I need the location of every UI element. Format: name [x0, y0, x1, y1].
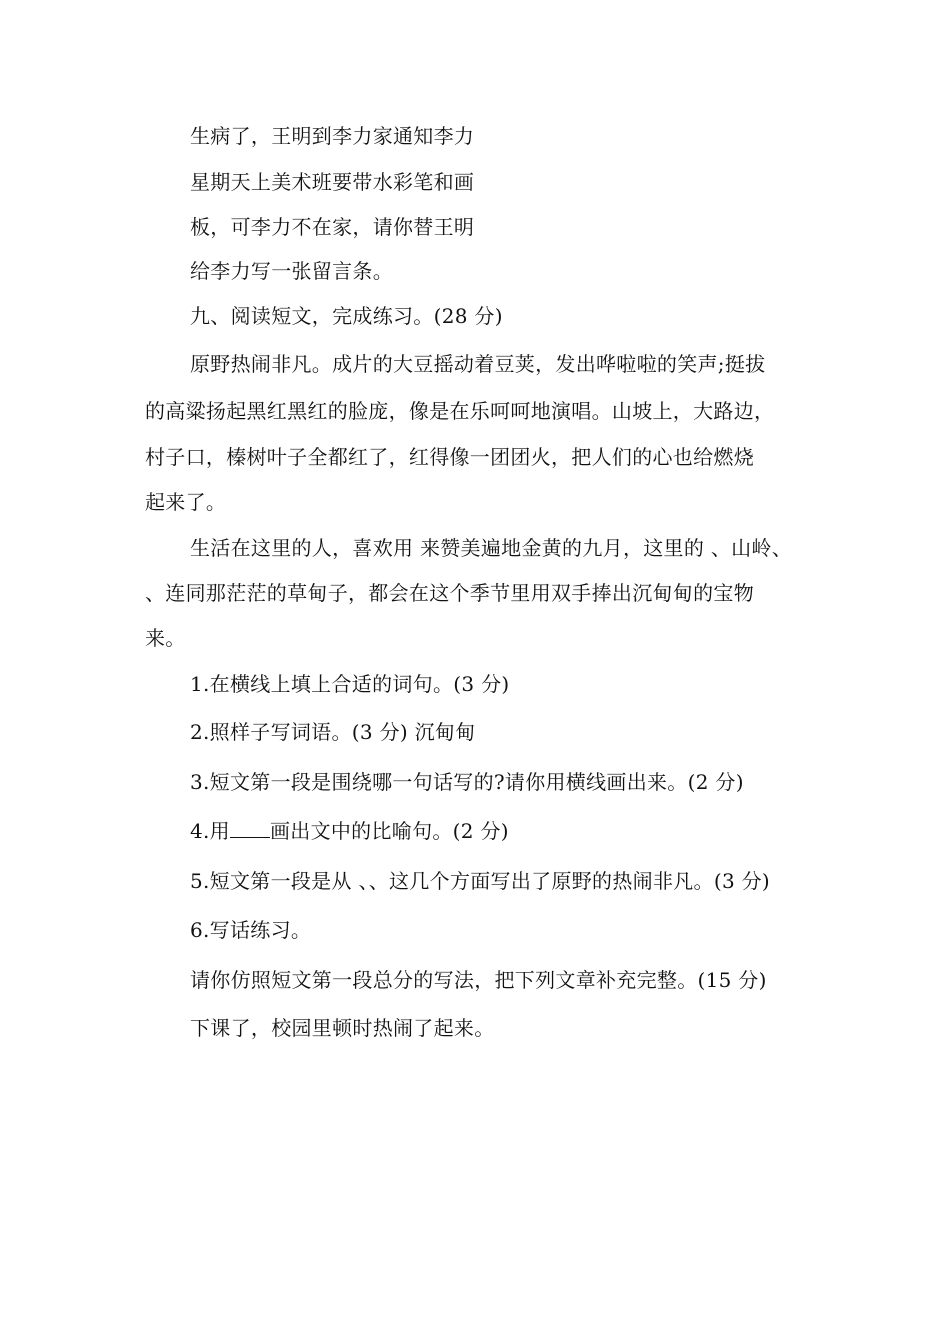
question-6: 6.写话练习。	[190, 918, 312, 942]
question-1: 1.在横线上填上合适的词句。(3 分)	[190, 672, 510, 696]
passage-para-2-line-1: 生活在这里的人，喜欢用 来赞美遍地金黄的九月，这里的 、山岭、	[190, 536, 793, 560]
passage-para-1-line-2: 的高粱扬起黑红黑红的脸庞，像是在乐呵呵地演唱。山坡上，大路边，	[145, 399, 775, 423]
question-4-blank	[230, 819, 270, 838]
note-task-line-1: 生病了，王明到李力家通知李力	[190, 124, 475, 148]
question-4-suffix: 画出文中的比喻句。(2 分)	[269, 819, 509, 843]
note-task-line-2: 星期天上美术班要带水彩笔和画	[190, 170, 475, 194]
question-3: 3.短文第一段是围绕哪一句话写的?请你用横线画出来。(2 分)	[190, 770, 744, 794]
writing-instruction: 请你仿照短文第一段总分的写法，把下列文章补充完整。(15 分)	[190, 968, 767, 992]
passage-para-2-line-2: 、连同那茫茫的草甸子，都会在这个季节里用双手捧出沉甸甸的宝物	[145, 581, 754, 605]
question-2: 2.照样子写词语。(3 分) 沉甸甸	[190, 720, 476, 744]
passage-para-1-line-1: 原野热闹非凡。成片的大豆摇动着豆荚，发出哗啦啦的笑声;挺拔	[190, 352, 766, 376]
question-4	[190, 817, 509, 845]
passage-para-1-line-3: 村子口，榛树叶子全都红了，红得像一团团火，把人们的心也给燃烧	[145, 445, 754, 469]
passage-para-2-line-3: 来。	[145, 626, 186, 650]
question-5: 5.短文第一段是从 、、这几个方面写出了原野的热闹非凡。(3 分)	[190, 869, 771, 893]
writing-starter: 下课了，校园里顿时热闹了起来。	[190, 1016, 495, 1040]
note-task-line-3: 板，可李力不在家，请你替王明	[190, 215, 475, 239]
note-task-line-4: 给李力写一张留言条。	[190, 259, 393, 283]
passage-para-1-line-4: 起来了。	[145, 490, 227, 514]
question-4-prefix: 4.用	[190, 819, 230, 843]
section-heading: 九、阅读短文，完成练习。(28 分)	[190, 304, 503, 328]
